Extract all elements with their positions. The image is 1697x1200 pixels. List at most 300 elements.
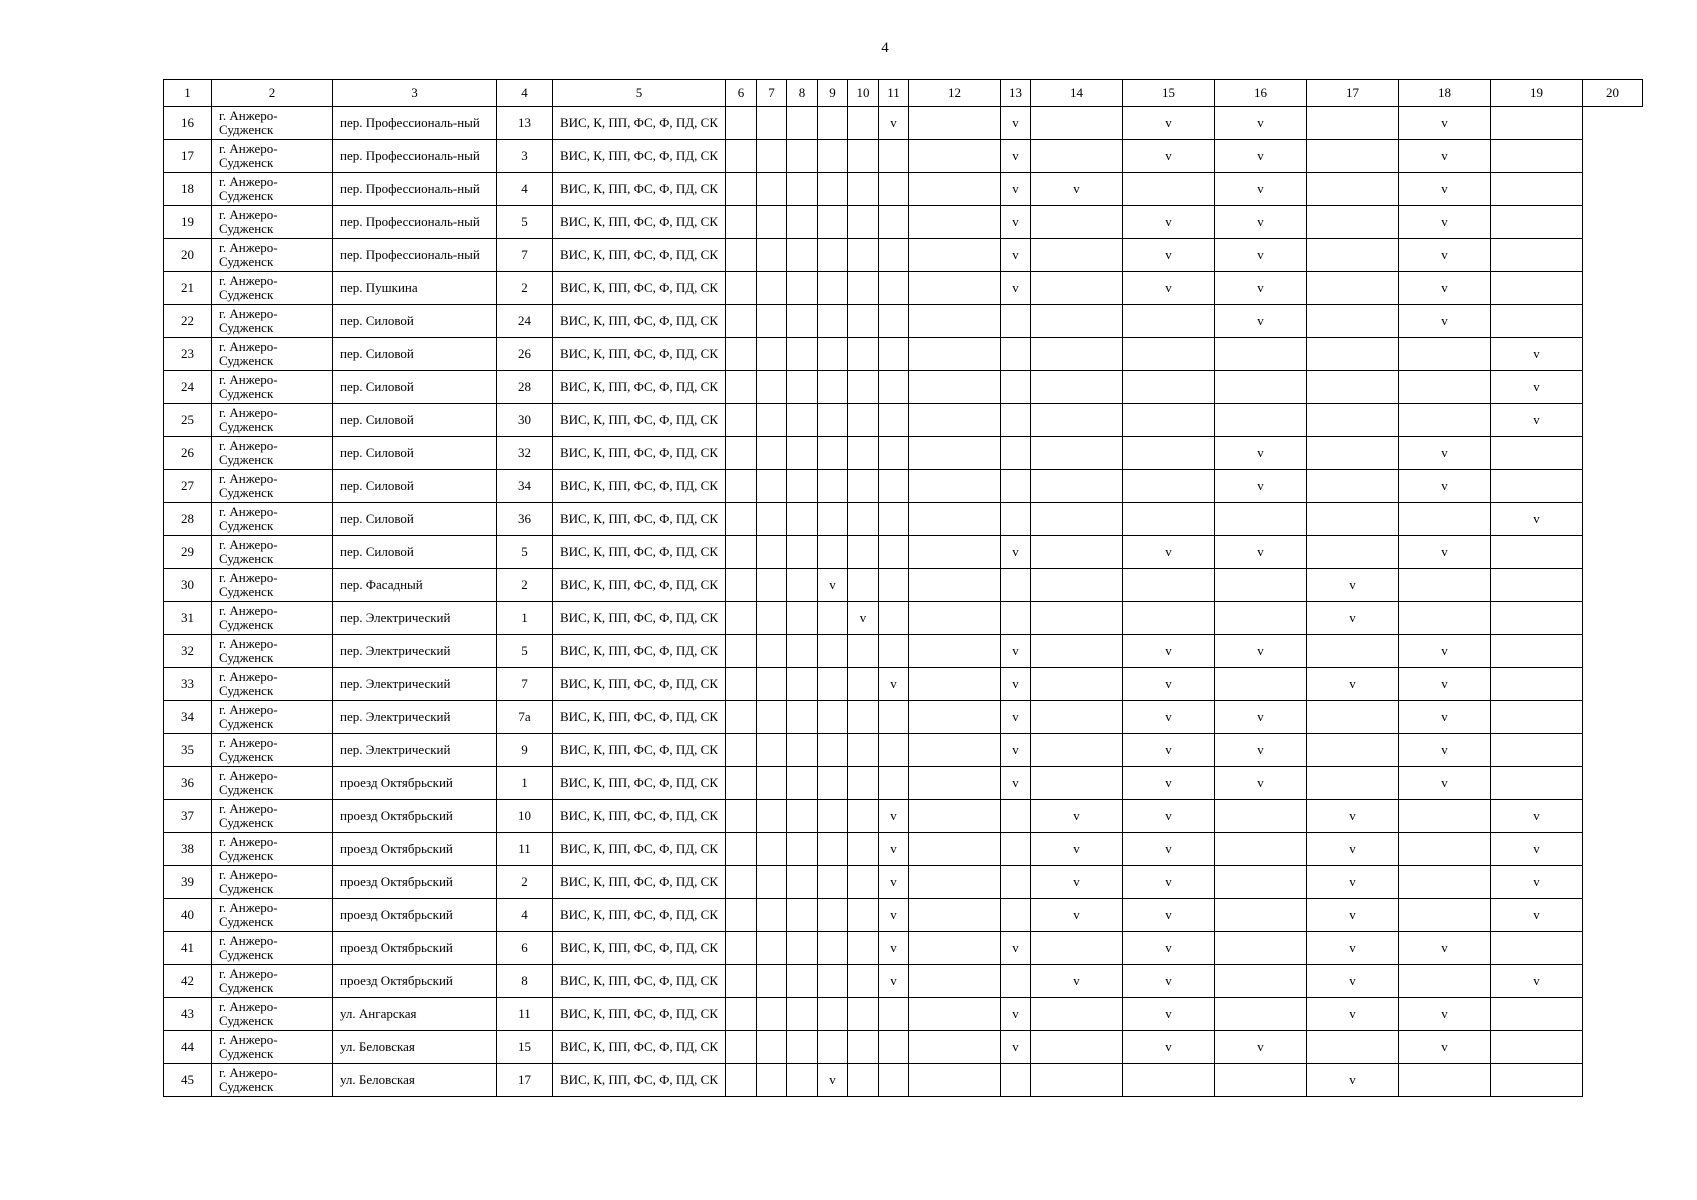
mark-cell: v (1399, 932, 1491, 965)
table-row (164, 206, 1643, 239)
mark-cell: v (1001, 668, 1031, 701)
work-types-cell: ВИС, К, ПП, ФС, Ф, ПД, СК (553, 899, 726, 932)
mark-cell: v (1001, 107, 1031, 140)
mark-cell: v (1123, 800, 1215, 833)
mark-cell (1307, 272, 1399, 305)
mark-cell (1001, 800, 1031, 833)
mark-cell (818, 404, 848, 437)
mark-cell: v (1491, 833, 1583, 866)
mark-cell (1001, 569, 1031, 602)
row-number-cell: 40 (164, 899, 212, 932)
mark-cell (1031, 470, 1123, 503)
mark-cell (909, 866, 1001, 899)
mark-cell (726, 1064, 757, 1097)
mark-cell (757, 371, 787, 404)
mark-cell: v (879, 800, 909, 833)
mark-cell (1399, 899, 1491, 932)
mark-cell (818, 668, 848, 701)
mark-cell: v (1399, 140, 1491, 173)
mark-cell (787, 899, 818, 932)
mark-cell (787, 305, 818, 338)
table-row (164, 338, 1643, 371)
street-cell: проезд Октябрьский (333, 833, 497, 866)
mark-cell (1491, 140, 1583, 173)
work-types-cell: ВИС, К, ПП, ФС, Ф, ПД, СК (553, 635, 726, 668)
street-cell: пер. Силовой (333, 536, 497, 569)
mark-cell (848, 701, 879, 734)
row-number-cell: 44 (164, 1031, 212, 1064)
mark-cell: v (1399, 536, 1491, 569)
mark-cell (1491, 998, 1583, 1031)
city-cell: г. Анжеро-Судженск (212, 668, 333, 701)
column-header: 18 (1399, 80, 1491, 107)
mark-cell (1307, 305, 1399, 338)
street-cell: пер. Электрический (333, 734, 497, 767)
mark-cell (726, 305, 757, 338)
mark-cell (848, 635, 879, 668)
city-cell: г. Анжеро-Судженск (212, 998, 333, 1031)
mark-cell (1491, 734, 1583, 767)
mark-cell: v (1215, 272, 1307, 305)
mark-cell (1491, 272, 1583, 305)
row-number-cell: 34 (164, 701, 212, 734)
city-cell: г. Анжеро-Судженск (212, 569, 333, 602)
mark-cell (818, 470, 848, 503)
row-number-cell: 21 (164, 272, 212, 305)
mark-cell (1215, 833, 1307, 866)
street-cell: пер. Профессиональ-ный (333, 140, 497, 173)
mark-cell (1215, 503, 1307, 536)
mark-cell: v (1491, 800, 1583, 833)
mark-cell (879, 338, 909, 371)
mark-cell: v (879, 899, 909, 932)
mark-cell: v (1399, 767, 1491, 800)
work-types-cell: ВИС, К, ПП, ФС, Ф, ПД, СК (553, 1064, 726, 1097)
mark-cell (1491, 107, 1583, 140)
mark-cell (1031, 107, 1123, 140)
street-cell: пер. Профессиональ-ный (333, 173, 497, 206)
mark-cell (1031, 536, 1123, 569)
mark-cell (757, 569, 787, 602)
work-types-cell: ВИС, К, ПП, ФС, Ф, ПД, СК (553, 866, 726, 899)
city-cell: г. Анжеро-Судженск (212, 371, 333, 404)
house-number-cell: 7 (497, 668, 553, 701)
mark-cell (818, 503, 848, 536)
mark-cell (1031, 1064, 1123, 1097)
mark-cell (1123, 338, 1215, 371)
mark-cell (818, 866, 848, 899)
city-cell: г. Анжеро-Судженск (212, 866, 333, 899)
mark-cell (848, 371, 879, 404)
mark-cell (879, 767, 909, 800)
house-number-cell: 36 (497, 503, 553, 536)
mark-cell (1031, 767, 1123, 800)
house-number-cell: 7а (497, 701, 553, 734)
mark-cell (848, 734, 879, 767)
mark-cell: v (1123, 866, 1215, 899)
mark-cell (1215, 932, 1307, 965)
mark-cell (757, 800, 787, 833)
mark-cell: v (1001, 206, 1031, 239)
mark-cell: v (1215, 305, 1307, 338)
mark-cell (1031, 932, 1123, 965)
work-types-cell: ВИС, К, ПП, ФС, Ф, ПД, СК (553, 800, 726, 833)
mark-cell: v (1001, 932, 1031, 965)
mark-cell (818, 767, 848, 800)
mark-cell: v (1123, 1031, 1215, 1064)
mark-cell (1215, 1064, 1307, 1097)
mark-cell (848, 338, 879, 371)
mark-cell (1307, 1031, 1399, 1064)
mark-cell: v (1307, 965, 1399, 998)
mark-cell (848, 437, 879, 470)
mark-cell (848, 404, 879, 437)
mark-cell (1123, 173, 1215, 206)
mark-cell (726, 701, 757, 734)
table-row (164, 470, 1643, 503)
column-header: 2 (212, 80, 333, 107)
mark-cell: v (1215, 701, 1307, 734)
house-number-cell: 6 (497, 932, 553, 965)
house-number-cell: 11 (497, 998, 553, 1031)
mark-cell (1491, 767, 1583, 800)
mark-cell (1031, 503, 1123, 536)
mark-cell (1123, 470, 1215, 503)
street-cell: пер. Силовой (333, 305, 497, 338)
mark-cell: v (1123, 272, 1215, 305)
mark-cell (879, 239, 909, 272)
mark-cell (1031, 635, 1123, 668)
mark-cell (726, 635, 757, 668)
mark-cell (879, 404, 909, 437)
mark-cell: v (1001, 173, 1031, 206)
mark-cell (757, 305, 787, 338)
mark-cell (1123, 1064, 1215, 1097)
mark-cell (787, 998, 818, 1031)
mark-cell (909, 371, 1001, 404)
mark-cell (909, 1031, 1001, 1064)
row-number-cell: 35 (164, 734, 212, 767)
mark-cell (1031, 305, 1123, 338)
mark-cell: v (1215, 173, 1307, 206)
mark-cell: v (1307, 1064, 1399, 1097)
mark-cell (848, 107, 879, 140)
mark-cell (1399, 503, 1491, 536)
row-number-cell: 45 (164, 1064, 212, 1097)
mark-cell (757, 899, 787, 932)
mark-cell (1001, 371, 1031, 404)
mark-cell (1307, 734, 1399, 767)
city-cell: г. Анжеро-Судженск (212, 800, 333, 833)
mark-cell: v (879, 932, 909, 965)
work-types-cell: ВИС, К, ПП, ФС, Ф, ПД, СК (553, 206, 726, 239)
mark-cell (726, 965, 757, 998)
mark-cell: v (1399, 668, 1491, 701)
mark-cell (1031, 602, 1123, 635)
mark-cell (909, 272, 1001, 305)
mark-cell (1399, 833, 1491, 866)
street-cell: проезд Октябрьский (333, 800, 497, 833)
street-cell: проезд Октябрьский (333, 932, 497, 965)
row-number-cell: 29 (164, 536, 212, 569)
mark-cell (787, 1031, 818, 1064)
mark-cell: v (1307, 932, 1399, 965)
table-row (164, 404, 1643, 437)
mark-cell (787, 107, 818, 140)
mark-cell (757, 998, 787, 1031)
mark-cell (787, 767, 818, 800)
mark-cell (909, 833, 1001, 866)
mark-cell (757, 173, 787, 206)
column-header: 12 (909, 80, 1001, 107)
mark-cell (848, 503, 879, 536)
mark-cell (1215, 998, 1307, 1031)
mark-cell (879, 206, 909, 239)
work-types-cell: ВИС, К, ПП, ФС, Ф, ПД, СК (553, 1031, 726, 1064)
work-types-cell: ВИС, К, ПП, ФС, Ф, ПД, СК (553, 173, 726, 206)
mark-cell (1491, 173, 1583, 206)
street-cell: проезд Октябрьский (333, 965, 497, 998)
mark-cell (1031, 338, 1123, 371)
table-row (164, 602, 1643, 635)
mark-cell (879, 371, 909, 404)
mark-cell (879, 1064, 909, 1097)
mark-cell (726, 404, 757, 437)
work-types-cell: ВИС, К, ПП, ФС, Ф, ПД, СК (553, 239, 726, 272)
city-cell: г. Анжеро-Судженск (212, 503, 333, 536)
mark-cell (1001, 437, 1031, 470)
mark-cell (1307, 206, 1399, 239)
mark-cell (909, 305, 1001, 338)
mark-cell (1399, 965, 1491, 998)
mark-cell (1123, 305, 1215, 338)
mark-cell (1123, 602, 1215, 635)
work-types-cell: ВИС, К, ПП, ФС, Ф, ПД, СК (553, 998, 726, 1031)
street-cell: пер. Профессиональ-ный (333, 107, 497, 140)
street-cell: пер. Электрический (333, 668, 497, 701)
mark-cell (1215, 569, 1307, 602)
mark-cell (1031, 371, 1123, 404)
street-cell: пер. Силовой (333, 503, 497, 536)
mark-cell (726, 470, 757, 503)
mark-cell: v (1215, 734, 1307, 767)
city-cell: г. Анжеро-Судженск (212, 965, 333, 998)
work-types-cell: ВИС, К, ПП, ФС, Ф, ПД, СК (553, 470, 726, 503)
mark-cell: v (1123, 536, 1215, 569)
mark-cell (726, 569, 757, 602)
mark-cell (787, 866, 818, 899)
mark-cell (726, 206, 757, 239)
mark-cell (757, 437, 787, 470)
mark-cell (1399, 371, 1491, 404)
mark-cell (726, 800, 757, 833)
mark-cell: v (1215, 635, 1307, 668)
mark-cell (757, 536, 787, 569)
mark-cell (1491, 305, 1583, 338)
mark-cell (909, 899, 1001, 932)
mark-cell: v (1399, 437, 1491, 470)
mark-cell (726, 338, 757, 371)
mark-cell: v (1491, 899, 1583, 932)
mark-cell: v (1123, 635, 1215, 668)
mark-cell: v (1307, 668, 1399, 701)
table-row (164, 239, 1643, 272)
mark-cell (1031, 239, 1123, 272)
mark-cell: v (1399, 206, 1491, 239)
row-number-cell: 38 (164, 833, 212, 866)
mark-cell (726, 833, 757, 866)
row-number-cell: 18 (164, 173, 212, 206)
mark-cell (879, 701, 909, 734)
mark-cell: v (1215, 536, 1307, 569)
row-number-cell: 43 (164, 998, 212, 1031)
mark-cell (757, 107, 787, 140)
work-types-cell: ВИС, К, ПП, ФС, Ф, ПД, СК (553, 833, 726, 866)
mark-cell (848, 800, 879, 833)
table-row (164, 932, 1643, 965)
table-header-row (164, 80, 1643, 107)
mark-cell (1307, 536, 1399, 569)
mark-cell (1491, 569, 1583, 602)
city-cell: г. Анжеро-Судженск (212, 206, 333, 239)
row-number-cell: 24 (164, 371, 212, 404)
row-number-cell: 27 (164, 470, 212, 503)
table-row (164, 899, 1643, 932)
row-number-cell: 22 (164, 305, 212, 338)
mark-cell: v (1123, 668, 1215, 701)
mark-cell (879, 437, 909, 470)
mark-cell (787, 701, 818, 734)
mark-cell (1491, 470, 1583, 503)
mark-cell (848, 866, 879, 899)
mark-cell: v (879, 965, 909, 998)
table-row (164, 536, 1643, 569)
house-number-cell: 5 (497, 536, 553, 569)
city-cell: г. Анжеро-Судженск (212, 1064, 333, 1097)
mark-cell: v (1031, 173, 1123, 206)
street-cell: пер. Силовой (333, 404, 497, 437)
column-header: 10 (848, 80, 879, 107)
work-types-cell: ВИС, К, ПП, ФС, Ф, ПД, СК (553, 569, 726, 602)
street-cell: пер. Электрический (333, 701, 497, 734)
house-number-cell: 5 (497, 635, 553, 668)
mark-cell (757, 701, 787, 734)
mark-cell (1307, 239, 1399, 272)
mark-cell: v (1123, 107, 1215, 140)
mark-cell: v (1307, 602, 1399, 635)
mark-cell (1491, 536, 1583, 569)
mark-cell (726, 998, 757, 1031)
mark-cell (1399, 338, 1491, 371)
mark-cell (1031, 272, 1123, 305)
mark-cell (787, 140, 818, 173)
mark-cell: v (1215, 1031, 1307, 1064)
mark-cell (787, 173, 818, 206)
house-number-cell: 1 (497, 767, 553, 800)
mark-cell (726, 437, 757, 470)
mark-cell (909, 437, 1001, 470)
mark-cell: v (1399, 734, 1491, 767)
table-row (164, 371, 1643, 404)
mark-cell (1307, 404, 1399, 437)
mark-cell: v (1399, 470, 1491, 503)
mark-cell: v (1001, 635, 1031, 668)
mark-cell (1215, 371, 1307, 404)
table-row (164, 437, 1643, 470)
mark-cell (879, 470, 909, 503)
house-number-cell: 28 (497, 371, 553, 404)
work-types-cell: ВИС, К, ПП, ФС, Ф, ПД, СК (553, 932, 726, 965)
table-row (164, 965, 1643, 998)
mark-cell (848, 536, 879, 569)
city-cell: г. Анжеро-Судженск (212, 437, 333, 470)
house-number-cell: 34 (497, 470, 553, 503)
column-header: 1 (164, 80, 212, 107)
street-cell: ул. Беловская (333, 1064, 497, 1097)
row-number-cell: 16 (164, 107, 212, 140)
row-number-cell: 17 (164, 140, 212, 173)
house-number-cell: 11 (497, 833, 553, 866)
mark-cell: v (1399, 239, 1491, 272)
mark-cell (787, 371, 818, 404)
house-number-cell: 15 (497, 1031, 553, 1064)
mark-cell: v (1491, 866, 1583, 899)
mark-cell (726, 767, 757, 800)
street-cell: пер. Силовой (333, 470, 497, 503)
house-number-cell: 7 (497, 239, 553, 272)
street-cell: проезд Октябрьский (333, 899, 497, 932)
street-cell: пер. Фасадный (333, 569, 497, 602)
mark-cell (818, 965, 848, 998)
mark-cell (726, 602, 757, 635)
mark-cell (1491, 701, 1583, 734)
mark-cell: v (879, 668, 909, 701)
city-cell: г. Анжеро-Судженск (212, 701, 333, 734)
mark-cell (879, 998, 909, 1031)
mark-cell (787, 272, 818, 305)
table-body (164, 107, 1643, 1097)
mark-cell: v (1031, 800, 1123, 833)
mark-cell (757, 734, 787, 767)
mark-cell: v (1399, 272, 1491, 305)
table-row (164, 569, 1643, 602)
mark-cell (848, 470, 879, 503)
mark-cell: v (1031, 899, 1123, 932)
mark-cell (787, 437, 818, 470)
mark-cell (879, 272, 909, 305)
mark-cell (818, 371, 848, 404)
mark-cell: v (1031, 833, 1123, 866)
street-cell: пер. Электрический (333, 635, 497, 668)
mark-cell: v (1123, 206, 1215, 239)
mark-cell (848, 272, 879, 305)
mark-cell (1491, 437, 1583, 470)
mark-cell: v (1491, 371, 1583, 404)
table-row (164, 833, 1643, 866)
house-number-cell: 32 (497, 437, 553, 470)
mark-cell (848, 998, 879, 1031)
mark-cell (848, 173, 879, 206)
mark-cell (879, 1031, 909, 1064)
mark-cell (1031, 668, 1123, 701)
house-number-cell: 9 (497, 734, 553, 767)
column-header: 19 (1491, 80, 1583, 107)
house-number-cell: 4 (497, 173, 553, 206)
city-cell: г. Анжеро-Судженск (212, 899, 333, 932)
mark-cell (909, 965, 1001, 998)
house-number-cell: 17 (497, 1064, 553, 1097)
mark-cell (818, 107, 848, 140)
